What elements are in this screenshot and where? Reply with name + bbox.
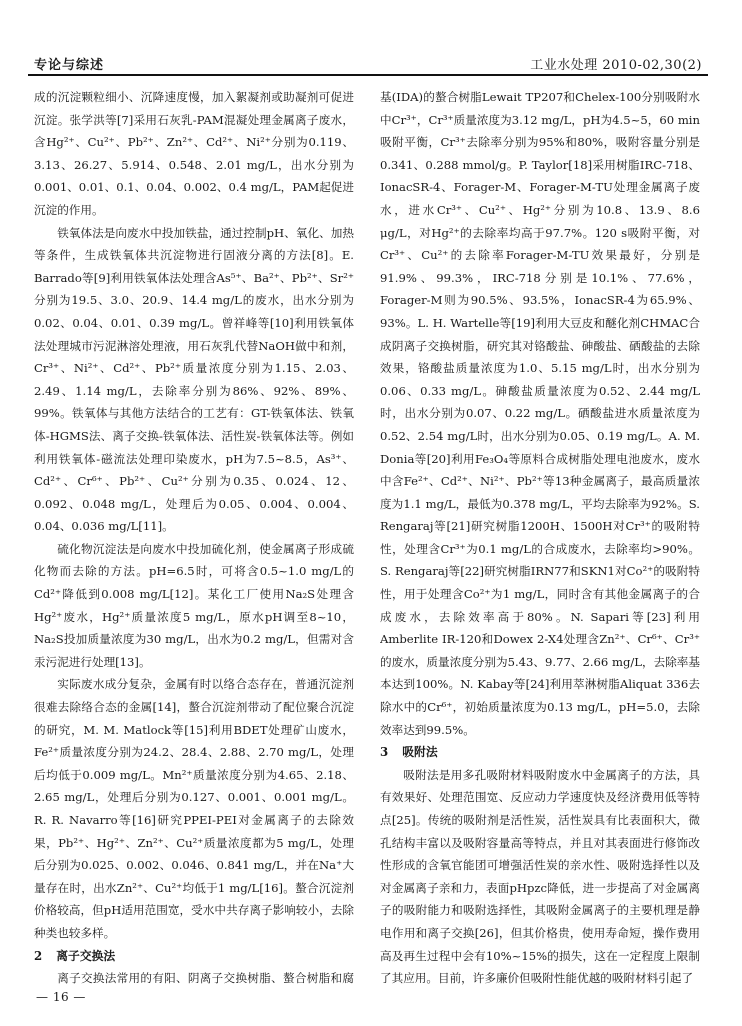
body-paragraph: 离子交换法常用的有阳、阴离子交换树脂、螯合树脂和腐 [57, 971, 354, 986]
section-title: 吸附法 [402, 745, 438, 760]
journal-citation: 工业水处理 2010-02,30(2) [530, 58, 702, 73]
section-heading [380, 741, 700, 764]
body-paragraph: 基(IDA)的螯合树脂Lewait TP207和Chelex-100分别吸附水中Cr³⁺，Cr³⁺质量浓度为3.12 mg/L，pH为4.5~5，60 min吸附平衡，Cr³⁺去除率分别为95%和80%，吸附容量分别是0.341、0.288 mmol/g。P. Taylor[18]采用树脂IRC-718、IonacSR-4、Forager-M、Forager-M-TU处理金属离子废水，进水Cr³⁺、Cu²⁺、Hg²⁺分别为10.8、13.9、8.6 μg/L，对Hg²⁺的去除率均高于97.7%。120 s吸附平衡，对Cr³⁺、Cu²⁺的去除率Forager-M-TU效果最好，分别是91.9%、99.3%，IRC-718分别是10.1%、77.6%，Forager-M则为90.5%、93.5%，IonacSR-4为65.9%、93%。L. H. Wartelle等[19]利用大豆皮和醚化剂CHMAC合成阴离子交换树脂，研究其对铬酸盐、砷酸盐、硒酸盐的去除效果，铬酸盐质量浓度为1.0、5.15 mg/L时，出水分别为0.06、0.33 mg/L。砷酸盐质量浓度为0.52、2.44 mg/L时，出水分别为0.07、0.22 mg/L。硒酸盐进水质量浓度为0.52、2.54 mg/L时，出水分别为0.05、0.19 mg/L。A. M. Donia等[20]利用Fe₃O₄等原料合成树脂处理电池废水，废水中含Fe²⁺、Cd²⁺、Ni²⁺、Pb²⁺等13种金属离子，最高质量浓度为1.1 mg/L，最低为0.378 mg/L，平均去除率为92%。S. Rengaraj等[21]研究树脂1200H、1500H对Cr³⁺的吸附特性，处理含Cr³⁺为0.1 mg/L的合成废水，去除率均>90%。S. Rengaraj等[22]研究树脂IRN77和SKN1对Co²⁺的吸附特性，用于处理含Co²⁺为1 mg/L，同时含有其他金属离子的合成废水，去除效率高于80%。N. Sapari等[23]利用Amberlite IR-120和Dowex 2-X4处理含Zn²⁺、Cr⁶⁺、Cr³⁺的废水，质量浓度分别为5.43、9.77、2.66 mg/L，去除率基本达到100%。N. Kabay等[24]利用萃淋树脂Aliquat 336去除水中的Cr⁶⁺，初始质量浓度为0.13 mg/L，pH=5.0，去除效率达到99.5%。 [380, 90, 700, 737]
section-title: 离子交换法 [56, 948, 116, 963]
body-paragraph: 吸附法是用多孔吸附材料吸附废水中金属离子的方法，具有效果好、处理范围宽、反应动力学速度快及经济费用低等特点[25]。传统的吸附剂是活性炭，活性炭具有比表面积大，微孔结构丰富以及吸附容量高等特点，并且对其表面进行修饰改性形成的含氧官能团可增强活性炭的亲水性、吸附选择性以及对金属离子亲和力，表面pHpzc降低，进一步提高了对金属离子的吸附能力和吸附选择性，其吸附金属离子的主要机理是静电作用和离子交换[26]，但其价格贵，使用寿命短，操作费用高及再生过程中会有10%~15%的损失，这在一定程度上限制了其应用。目前，许多廉价但吸附性能优越的吸附材料引起了 [380, 767, 700, 986]
page-number: — 16 — [36, 990, 86, 1004]
running-header [0, 0, 742, 80]
header-rule [28, 74, 708, 76]
left-text-column [34, 86, 354, 986]
section-number: 2 [34, 948, 43, 963]
body-paragraph: 实际废水成分复杂，金属有时以络合态存在，普通沉淀剂很难去除络合态的金属[14]，螯合沉淀剂带动了配位聚合沉淀的研究，M. M. Matlock等[15]利用BDET处理矿山废水，Fe²⁺质量浓度分别为24.2、28.4、2.88、2.70 mg/L，处理后均低于0.009 mg/L。Mn²⁺质量浓度分别为4.65、2.18、2.65 mg/L，处理后分别为0.127、0.001、0.001 mg/L。R. R. Navarro等[16]研究PPEI-PEI对金属离子的去除效果，Pb²⁺、Hg²⁺、Zn²⁺、Cu²⁺质量浓度都为5 mg/L，处理后分别为0.025、0.002、0.046、0.841 mg/L，并在Na⁺大量存在时，出水Zn²⁺、Cu²⁺均低于1 mg/L[16]。螯合沉淀剂价格较高，但pH适用范围宽，受水中共存离子影响较小，去除种类也较多样。 [34, 677, 354, 940]
section-heading [34, 945, 354, 968]
body-paragraph: 铁氧体法是向废水中投加铁盐，通过控制pH、氧化、加热等条件，生成铁氧体共沉淀物进行固液分离的方法[8]。E. Barrado等[9]利用铁氧体法处理含As⁵⁺、Ba²⁺、Pb²⁺、Sr²⁺分别为19.5、3.0、20.9、14.4 mg/L的废水，出水分别为0.02、0.04、0.01、0.39 mg/L。曾祥峰等[10]利用铁氧体法处理城市污泥淋溶处理液，用石灰乳代替NaOH做中和剂，Cr³⁺、Ni²⁺、Cd²⁺、Pb²⁺质量浓度分别为1.15、2.03、2.49、1.14 mg/L，去除率分别为86%、92%、89%、99%。铁氧体与其他方法结合的工艺有：GT-铁氧体法、铁氧体-HGMS法、离子交换-铁氧体法、活性炭-铁氧体法等。例如利用铁氧体-磁流法处理印染废水，pH为7.5~8.5，As³⁺、Cd²⁺、Cr⁶⁺、Pb²⁺、Cu²⁺分别为0.35、0.024、12、0.092、0.048 mg/L，处理后为0.05、0.004、0.004、0.04、0.036 mg/L[11]。 [34, 225, 354, 534]
section-number: 3 [380, 745, 389, 760]
body-paragraph: 成的沉淀颗粒细小、沉降速度慢，加入絮凝剂或助凝剂可促进沉淀。张学洪等[7]采用石灰乳-PAM混凝处理金属离子废水，含Hg²⁺、Cu²⁺、Pb²⁺、Zn²⁺、Cd²⁺、Ni²⁺分别为0.119、3.13、26.27、5.914、0.548、2.01 mg/L，出水分别为0.001、0.01、0.1、0.04、0.002、0.4 mg/L，PAM起促进沉淀的作用。 [34, 90, 354, 217]
right-text-column [380, 86, 700, 986]
body-paragraph: 硫化物沉淀法是向废水中投加硫化剂，使金属离子形成硫化物而去除的方法。pH=6.5时，可将含0.5~1.0 mg/L的Cd²⁺降低到0.008 mg/L[12]。某化工厂使用Na₂S处理含Hg²⁺废水，Hg²⁺质量浓度5 mg/L，原水pH调至8~10，Na₂S投加质量浓度为30 mg/L，出水为0.2 mg/L，但需对含汞污泥进行处理[13]。 [34, 541, 354, 669]
section-label: 专论与综述 [34, 58, 105, 73]
